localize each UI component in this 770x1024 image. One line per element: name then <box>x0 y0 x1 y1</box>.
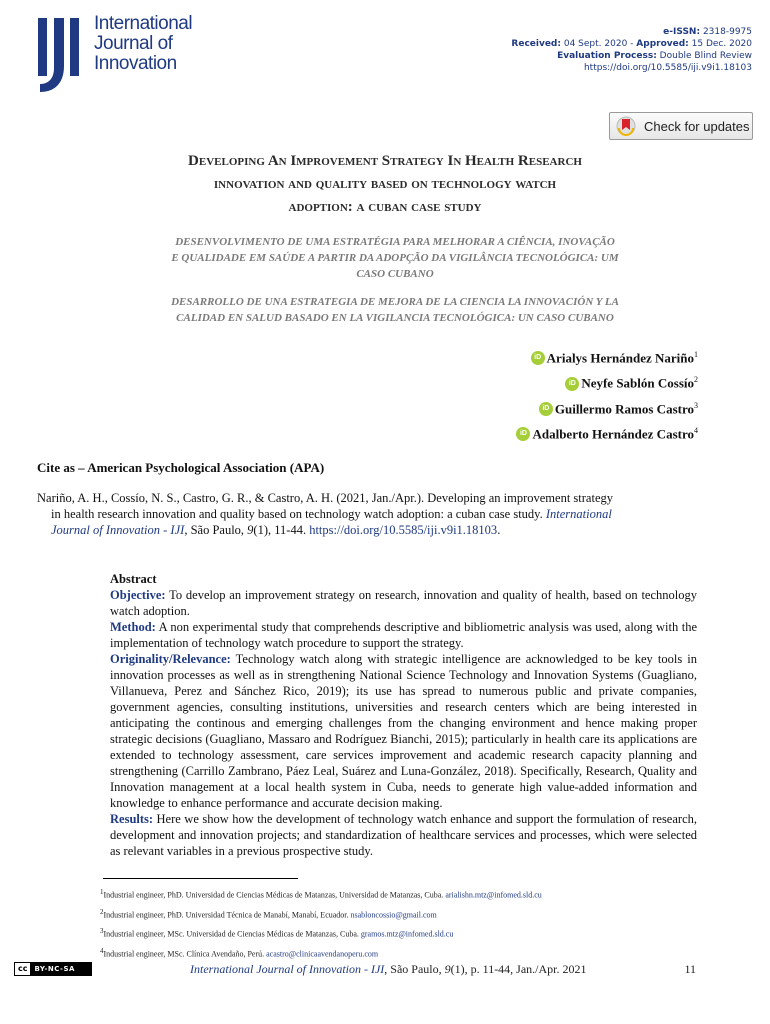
title-line: adoption: a cuban case study <box>288 199 482 215</box>
section-label: Objective: <box>110 588 166 602</box>
footnote-text: Industrial engineer, PhD. Universidad Técnica de Manabí, Manabí, Ecuador. <box>103 910 349 920</box>
abstract <box>110 571 697 859</box>
title-line: innovation and quality based on technology watch <box>213 176 557 192</box>
abstract-objective <box>110 587 697 619</box>
section-text: Here we show how the development of technology watch enhance and support the formulation of research, development and innovation projects; and standardization of healthcare services and processes, which were selected as relevant variables in a previous prospective study. <box>110 812 697 858</box>
doi-link[interactable]: https://doi.org/10.5585/iji.v9i1.18103 <box>583 63 752 73</box>
eissn-label: e-ISSN: <box>663 27 701 37</box>
author-4 <box>516 420 698 445</box>
footnote-email[interactable]: acastro@clinicaavendanoperu.com <box>266 949 379 959</box>
section-label: Results: <box>110 812 154 826</box>
logo-wordmark <box>94 14 192 74</box>
license-terms: BY-NC-SA <box>34 965 75 973</box>
author-1 <box>516 344 698 369</box>
received-label: Received: <box>511 39 561 49</box>
author-affiliation-mark: 4 <box>694 425 698 435</box>
abstract-originality <box>110 651 697 811</box>
section-text: A non experimental study that comprehends descriptive and bibliometric analysis was used, along with the implementation of technology watch procedure to support the strategy. <box>110 620 697 650</box>
abstract-method <box>110 619 697 651</box>
eissn-line <box>511 26 752 38</box>
author-name: Neyfe Sablón Cossío <box>581 375 694 391</box>
citation-doi-link[interactable]: https://doi.org/10.5585/iji.v9i1.18103 <box>309 523 498 537</box>
footnote <box>100 923 542 943</box>
evaluation-value: Double Blind Review <box>659 51 752 61</box>
author-affiliation-mark: 2 <box>694 375 698 385</box>
footnote-number: 2 <box>100 907 104 916</box>
footnote-text: Industrial engineer, MSc. Universidad de Ciencias Médicas de Matanzas, Cuba. <box>103 929 359 939</box>
footnote-number: 1 <box>100 888 104 896</box>
footer-volume: 9 <box>444 962 451 976</box>
footnote <box>100 884 542 904</box>
title-line: DESARROLLO DE UNA ESTRATEGIA DE MEJORA DE LA CIENCIA LA INNOVACIÓN Y LA <box>171 296 619 308</box>
footnote-email[interactable]: nsabloncossio@gmail.com <box>350 910 437 920</box>
footnote-text: Industrial engineer, PhD. Universidad de Ciencias Médicas de Matanzas, Universidad de Matanzas, Cuba. <box>103 890 444 900</box>
citation-text: (1), 11-44. <box>253 523 310 537</box>
page-footer <box>190 962 587 977</box>
footer-text: (1), p. 11-44, Jan./Apr. 2021 <box>450 962 587 976</box>
citation-line: Nariño, A. H., Cossío, N. S., Castro, G. R., & Castro, A. H. (2021, Jan./Apr.). Developing an improvement strategy <box>37 491 613 505</box>
abstract-results <box>110 811 697 859</box>
title-english <box>80 150 690 219</box>
author-name: Arialys Hernández Nariño <box>546 350 694 366</box>
title-line: DESENVOLVIMENTO DE UMA ESTRATÉGIA PARA MELHORAR A CIÊNCIA, INOVAÇÃO <box>175 236 615 248</box>
cite-heading: Cite as – American Psychological Association (APA) <box>37 460 325 475</box>
approved-label: Approved: <box>636 39 689 49</box>
footer-text: , São Paulo, <box>384 962 445 976</box>
evaluation-label: Evaluation Process: <box>557 51 657 61</box>
footnote-number: 3 <box>100 927 104 936</box>
author-list <box>516 344 698 445</box>
author-3 <box>516 395 698 420</box>
evaluation-line <box>511 50 752 62</box>
citation-text: , São Paulo, <box>184 523 248 537</box>
orcid-icon[interactable]: iD <box>565 377 579 391</box>
dates-line: Received: 04 Sept. 2020 - Approved: 15 Dec. 2020 <box>511 39 752 49</box>
citation-text: in health research innovation and quality based on technology watch adoption: a cuban case study. <box>51 507 543 521</box>
footnote-divider <box>103 878 298 879</box>
orcid-icon[interactable]: iD <box>531 351 545 365</box>
citation-line <box>37 506 697 522</box>
orcid-icon[interactable]: iD <box>539 402 553 416</box>
title-line: CASO CUBANO <box>356 268 434 280</box>
check-for-updates-button[interactable] <box>609 112 753 140</box>
author-affiliation-mark: 3 <box>694 400 698 410</box>
footnote <box>100 943 542 963</box>
title-line: E QUALIDADE EM SAÚDE A PARTIR DA ADOPÇÃO DA VIGILÂNCIA TECNOLÓGICA: UM <box>171 252 619 264</box>
citation <box>37 490 697 538</box>
citation-text: . <box>497 523 501 537</box>
citation-volume: 9 <box>247 523 254 537</box>
logo-line: Journal of <box>94 33 173 54</box>
article-meta <box>511 26 752 74</box>
footer-journal: International Journal of Innovation - IJI <box>190 962 385 976</box>
footnote-text: Industrial engineer, MSc. Clínica Avendaño, Perú. <box>103 949 265 959</box>
eissn-value: 2318-9975 <box>702 27 752 37</box>
author-name: Guillermo Ramos Castro <box>554 400 694 416</box>
footnotes <box>100 884 542 963</box>
title-spanish <box>95 294 695 326</box>
iji-logo-mark <box>36 16 92 96</box>
section-text: To develop an improvement strategy on research, innovation and quality of health, based on technology watch adoption. <box>110 588 697 618</box>
author-2 <box>516 369 698 394</box>
approved-value: 15 Dec. 2020 <box>691 39 752 49</box>
footnote-email[interactable]: arialishn.mtz@infomed.sld.cu <box>445 890 542 900</box>
author-affiliation-mark: 1 <box>694 350 698 359</box>
page-number: 11 <box>684 962 696 976</box>
logo-line: International <box>94 13 193 34</box>
logo-line: Innovation <box>94 53 177 74</box>
orcid-icon[interactable]: iD <box>516 427 530 441</box>
cc-icon: cc <box>15 963 30 975</box>
title-line: CALIDAD EN SALUD BASADO EN LA VIGILANCIA TECNOLÓGICA: UN CASO CUBANO <box>176 312 614 324</box>
citation-journal[interactable]: Journal of Innovation - IJI <box>51 523 185 537</box>
footnote-email[interactable]: gramos.mtz@infomed.sld.cu <box>360 929 454 939</box>
footnote <box>100 904 542 924</box>
abstract-heading: Abstract <box>110 572 157 586</box>
title-portuguese <box>100 234 690 282</box>
citation-line <box>37 522 697 538</box>
author-name: Adalberto Hernández Castro <box>532 426 694 442</box>
section-text: Technology watch along with strategic intelligence are acknowledged to be key tools in innovation processes as well as in strengthening National Science Technology and Innovation Systems (Guagliano, Villanueva, Perez and Sánchez Rico, 2019); its use has spread to numerous public and private companies, government agencies, consulting institutions, universities and research centers which are being interested in anticipating the continous and emerging challenges from the changing environment and hence making proper strategic decisions (Guagliano, Massaro and Rodríguez Bianchi, 2015); particularly in health care its applications are extended to technology assessment, care services improvement and academic research capacity planning and strengthening (Carrillo Zambrano, Páez Leal, Suárez and Luna-González, 2018). Specifically, Research, Quality and Innovation management at a local health system in Cuba, needs to generate high value-added information and knowledge to enhance performance and accurate decision making. <box>110 652 697 810</box>
crossmark-icon <box>616 116 636 136</box>
citation-journal[interactable]: International <box>545 507 612 521</box>
section-label: Originality/Relevance: <box>110 652 231 666</box>
cc-license-badge[interactable] <box>14 962 92 976</box>
title-line: Developing An Improvement Strategy In Health Research <box>188 153 582 169</box>
received-value: 04 Sept. 2020 <box>563 39 628 49</box>
journal-logo <box>36 14 196 96</box>
check-for-updates-label: Check for updates <box>644 118 750 134</box>
section-label: Method: <box>110 620 156 634</box>
footnote-number: 4 <box>100 946 104 955</box>
